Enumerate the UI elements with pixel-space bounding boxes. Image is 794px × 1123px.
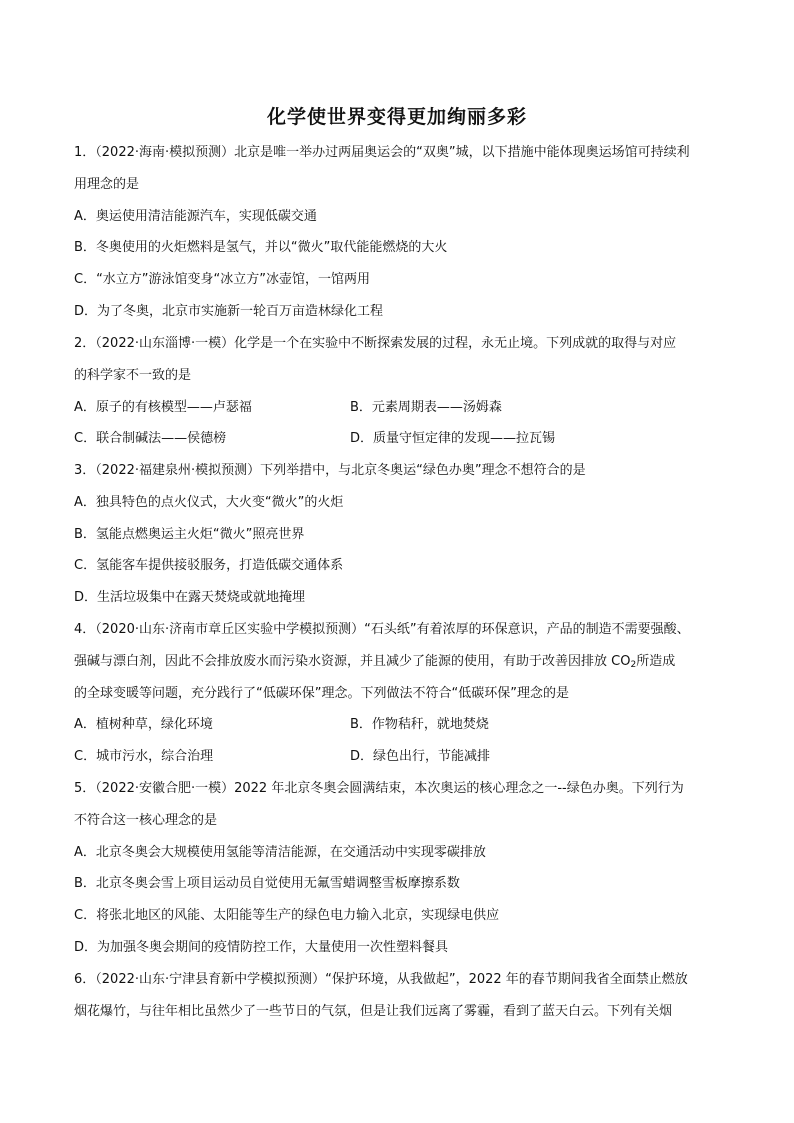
question-4-stem-line-3: 的全球变暖等问题，充分践行了“低碳环保”理念。下列做法不符合“低碳环保”理念的是 (74, 686, 569, 701)
question-4-stem-line-2-tail: 所造成 (636, 654, 676, 669)
question-1-stem-line-1: 1．（2022·海南·模拟预测）北京是唯一举办过两届奥运会的“双奥”城，以下措施中能体现奥运场馆可持续利 (74, 145, 690, 160)
question-1-option-d: D．为了冬奥，北京市实施新一轮百万亩造林绿化工程 (74, 304, 384, 319)
question-3-option-b: B．氢能点燃奥运主火炬“微火”照亮世界 (74, 527, 305, 542)
question-2-stem-line-2: 的科学家不一致的是 (74, 368, 192, 383)
question-5-option-a: A．北京冬奥会大规模使用氢能等清洁能源，在交通活动中实现零碳排放 (74, 845, 486, 860)
question-4-stem-line-1: 4．（2020·山东·济南市章丘区实验中学模拟预测）“石头纸”有着浓厚的环保意识，产品的制造不需要强酸、 (74, 622, 690, 637)
question-4-stem-line-2 (74, 652, 675, 672)
question-2-option-a: A．原子的有核模型——卢瑟福 (74, 400, 252, 415)
page-title: 化学使世界变得更加绚丽多彩 (266, 106, 527, 128)
question-3-option-a: A．独具特色的点火仪式，大火变“微火”的火炬 (74, 495, 344, 510)
question-5-stem-line-1: 5．（2022·安徽合肥·一模）2022 年北京冬奥会圆满结束，本次奥运的核心理念之一--绿色办奥。下列行为 (74, 781, 684, 796)
question-2-option-b: B．元素周期表——汤姆森 (350, 400, 502, 415)
co2-subscript: 2 (630, 660, 637, 670)
question-3-option-c: C．氢能客车提供接驳服务，打造低碳交通体系 (74, 558, 344, 573)
question-4-option-c: C．城市污水，综合治理 (74, 749, 214, 764)
question-2-option-d: D．质量守恒定律的发现——拉瓦锡 (350, 431, 556, 446)
question-3-option-d: D．生活垃圾集中在露天焚烧或就地掩埋 (74, 590, 306, 605)
question-1-option-a: A．奥运使用清洁能源汽车，实现低碳交通 (74, 209, 317, 224)
question-6-stem-line-1: 6．（2022·山东·宁津县育新中学模拟预测）“保护环境，从我做起”，2022 年的春节期间我省全面禁止燃放 (74, 972, 688, 987)
question-2-option-c: C．联合制碱法——侯德榜 (74, 431, 227, 446)
question-1-stem-line-2: 用理念的是 (74, 177, 140, 192)
question-3-stem-line-1: 3．（2022·福建泉州·模拟预测）下列举措中，与北京冬奥运“绿色办奥”理念不想符合的是 (74, 463, 586, 478)
question-2-stem-line-1: 2．（2022·山东淄博·一模）化学是一个在实验中不断探索发展的过程，永无止境。下列成就的取得与对应 (74, 336, 677, 351)
question-5-option-b: B．北京冬奥会雪上项目运动员自觉使用无氟雪蜡调整雪板摩擦系数 (74, 876, 460, 891)
question-5-stem-line-2: 不符合这一核心理念的是 (74, 813, 218, 828)
question-4-option-d: D．绿色出行，节能减排 (350, 749, 491, 764)
question-1-option-b: B．冬奥使用的火炬燃料是氢气，并以“微火”取代能能燃烧的大火 (74, 240, 448, 255)
question-4-stem-line-2-text: 强碱与漂白剂，因此不会排放废水而污染水资源，并且减少了能源的使用，有助于改善因排放 CO (74, 654, 631, 669)
question-4-option-b: B．作物秸秆，就地焚烧 (350, 717, 489, 732)
question-4-option-a: A．植树种草，绿化环境 (74, 717, 213, 732)
question-5-option-c: C．将张北地区的风能、太阳能等生产的绿色电力输入北京，实现绿电供应 (74, 908, 500, 923)
question-6-stem-line-2: 烟花爆竹，与往年相比虽然少了一些节日的气氛，但是让我们远离了雾霾，看到了蓝天白云。下列有关烟 (74, 1004, 673, 1019)
question-5-option-d: D．为加强冬奥会期间的疫情防控工作，大量使用一次性塑料餐具 (74, 940, 449, 955)
question-1-option-c: C．“水立方”游泳馆变身“冰立方”冰壶馆，一馆两用 (74, 272, 371, 287)
